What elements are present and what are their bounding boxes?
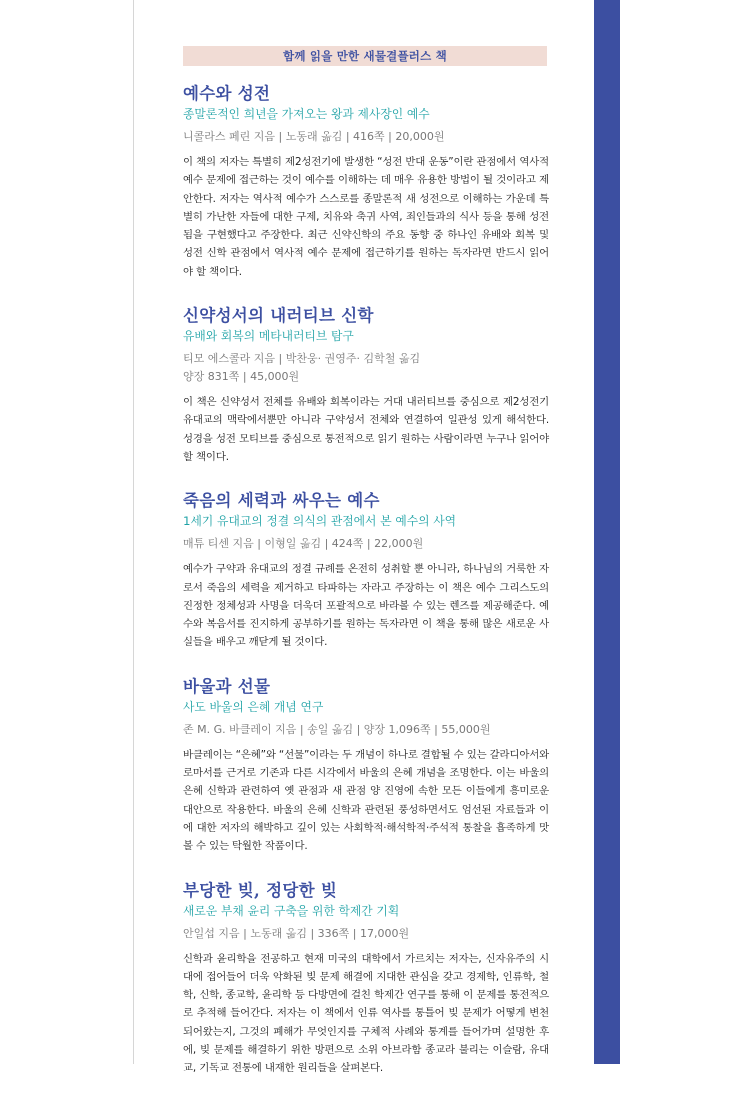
book-title: 죽음의 세력과 싸우는 예수 [183, 491, 380, 511]
book-subtitle: 새로운 부채 윤리 구축을 위한 학제간 기획 [183, 903, 400, 918]
book-meta-line: 양장 831쪽 | 45,000원 [183, 370, 300, 384]
section-header: 함께 읽을 만한 새물결플러스 책 [183, 46, 547, 66]
book-entry [183, 676, 549, 856]
side-accent-bar [594, 0, 620, 1064]
book-meta-line: 티모 에스콜라 지음 | 박찬웅· 권영주· 김학철 옮김 [183, 352, 421, 366]
book-entry [183, 880, 549, 1078]
book-description: 예수가 구약과 유대교의 정결 규례를 온전히 성취할 뿐 아니라, 하나님의 거룩한 자로서 죽음의 세력을 제거하고 타파하는 자라고 주장하는 이 책은 예수 그리스도의 진정한 정체성과 사명을 더욱더 포괄적으로 바라볼 수 있는 렌즈를 제공해준다. 예수와 복음서를 진지하게 공부하기를 원하는 독자라면 이 책을 통해 많은 새로운 사실들을 배우고 깨닫게 될 것이다. [183, 563, 549, 649]
book-list [183, 83, 549, 1102]
book-subtitle: 1세기 유대교의 정결 의식의 관점에서 본 예수의 사역 [183, 514, 457, 529]
book-meta: 안일섭 지음 | 노동래 옮김 | 336쪽 | 17,000원 [183, 926, 410, 940]
book-title: 신약성서의 내러티브 신학 [183, 306, 374, 326]
book-title: 부당한 빚, 정당한 빚 [183, 880, 338, 900]
book-meta: 존 M. G. 바클레이 지음 | 송일 옮김 | 양장 1,096쪽 | 55,000원 [183, 722, 491, 736]
book-description: 이 책의 저자는 특별히 제2성전기에 발생한 “성전 반대 운동”이란 관점에서 역사적 예수 문제에 접근하는 것이 예수를 이해하는 데 매우 유용한 방법이 될 것이라고 제안한다. 저자는 역사적 예수가 스스로를 종말론적 새 성전으로 이해하는 가운데 특별히 가난한 자들에 대한 구제, 치유와 축귀 사역, 죄인들과의 식사 등을 통해 성전 됨을 구현했다고 주장한다. 최근 신약신학의 주요 동향 중 하나인 유배와 회복 및 성전 신학 관점에서 역사적 예수 문제에 접근하기를 원하는 독자라면 반드시 읽어야 할 책이다. [183, 156, 549, 278]
book-meta: 매튜 티센 지음 | 이형일 옮김 | 424쪽 | 22,000원 [183, 537, 424, 551]
book-entry [183, 490, 549, 651]
book-meta [183, 350, 549, 386]
book-entry [183, 305, 549, 466]
book-description: 바클레이는 “은혜”와 “선물”이라는 두 개념이 하나로 결합될 수 있는 갈라디아서와 로마서를 근거로 기존과 다른 시각에서 바울의 은혜 개념을 조명한다. 이는 바울의 은혜 신학과 관련하여 옛 관점과 새 관점 양 진영에 속한 모든 이들에게 흥미로운 대안으로 작용한다. 바울의 은혜 신학과 관련된 풍성하면서도 엄선된 자료들과 이에 대한 저자의 해박하고 깊이 있는 사회학적·해석학적·주석적 통찰을 흡족하게 맛볼 수 있는 탁월한 작품이다. [183, 748, 549, 853]
book-title: 바울과 선물 [183, 676, 271, 696]
book-description: 이 책은 신약성서 전체를 유배와 회복이라는 거대 내러티브를 중심으로 제2성전기 유대교의 맥락에서뿐만 아니라 구약성서 전체와 연결하여 일관성 있게 해석한다. 성경을 성전 모티브를 중심으로 통전적으로 읽기 원하는 사람이라면 누구나 읽어야 할 책이다. [183, 396, 549, 463]
book-entry [183, 83, 549, 281]
book-meta: 니콜라스 페린 지음 | 노동래 옮김 | 416쪽 | 20,000원 [183, 130, 445, 143]
book-subtitle: 사도 바울의 은혜 개념 연구 [183, 699, 324, 714]
book-title: 예수와 성전 [183, 84, 271, 103]
book-description: 신학과 윤리학을 전공하고 현재 미국의 대학에서 가르치는 저자는, 신자유주의 시대에 접어들어 더욱 악화된 빚 문제 해결에 지대한 관심을 갖고 경제학, 인류학, 철학, 신학, 종교학, 윤리학 등 다방면에 걸친 학제간 연구를 통해 이 문제를 통전적으로 추적해 들어간다. 저자는 이 책에서 인류 역사를 통틀어 빚 문제가 어떻게 변천되어왔는지, 그것의 폐해가 무엇인지를 구체적 사례와 통계를 들어가며 설명한 후에, 빚 문제를 해결하기 위한 방편으로 소위 아브라함 종교라 불리는 이슬람, 유대교, 기독교 전통에 내재한 원리들을 살펴본다. [183, 952, 549, 1075]
book-subtitle: 종말론적인 희년을 가져오는 왕과 제사장인 예수 [183, 107, 430, 121]
book-subtitle: 유배와 회복의 메타내러티브 탐구 [183, 329, 354, 344]
